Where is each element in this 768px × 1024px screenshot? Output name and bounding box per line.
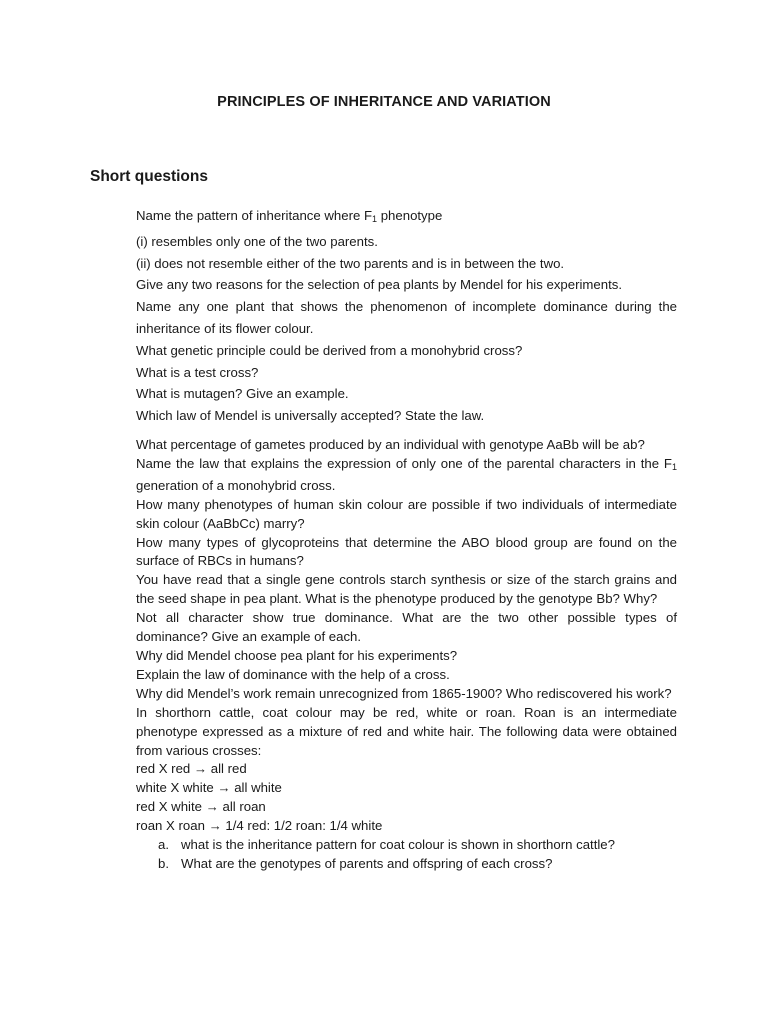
question-text: What is mutagen? Give an example. <box>136 386 349 402</box>
question-text: What genetic principle could be derived from a monohybrid cross? <box>136 342 523 358</box>
section-heading: Short questions <box>90 168 208 185</box>
subscript: 1 <box>372 214 378 224</box>
question-text: Name the pattern of inheritance where $F_1$ phenotype <box>136 208 443 224</box>
question-text: Why did Mendel choose pea plant for his experiments? <box>136 647 458 663</box>
cross-line: red X white → all roan <box>136 799 266 815</box>
question-group-1 <box>136 205 677 427</box>
cross-line: white X white → all white <box>136 780 282 796</box>
cross-line: red X red → all red <box>136 761 247 777</box>
question-text: Not all character show true dominance. What are the two other possible types of dominance? Give an example of each. <box>136 610 677 645</box>
question-text: (ii) does not resemble either of the two parents and is in between the two. <box>136 255 565 271</box>
question-text: How many types of glycoproteins that determine the ABO blood group are found on the surface of RBCs in humans? <box>136 534 677 569</box>
question-text: In shorthorn cattle, coat colour may be red, white or roan. Roan is an intermediate phenotype expressed as a mixture of red and white hair. The following data were obtained from various crosses: <box>136 704 677 758</box>
cross-line: roan X roan → 1/4 red: 1/2 roan: 1/4 white <box>136 818 383 834</box>
list-marker: a. <box>158 837 169 853</box>
page-title: PRINCIPLES OF INHERITANCE AND VARIATION <box>217 94 551 110</box>
question-text: You have read that a single gene controls starch synthesis or size of the starch grains and the seed shape in pea plant. What is the phenotype produced by the genotype Bb? Why? <box>136 572 677 607</box>
question-group-2 <box>136 436 677 874</box>
question-text: Name any one plant that shows the phenomenon of incomplete dominance during the inheritance of its flower colour. <box>136 299 677 336</box>
question-text: Explain the law of dominance with the help of a cross. <box>136 666 450 682</box>
question-text: What percentage of gametes produced by an individual with genotype AaBb will be ab? <box>136 437 645 452</box>
question-text: (i) resembles only one of the two parents. <box>136 233 378 249</box>
question-text: What is a test cross? <box>136 364 259 380</box>
question-text: Give any two reasons for the selection of pea plants by Mendel for his experiments. <box>136 277 622 293</box>
subscript: 1 <box>671 461 677 472</box>
list-item: b. What are the genotypes of parents and offspring of each cross? <box>136 855 677 874</box>
list-item: a. what is the inheritance pattern for coat colour is shown in shorthorn cattle? <box>136 836 677 855</box>
question-text: Which law of Mendel is universally accepted? State the law. <box>136 408 485 424</box>
question-text: How many phenotypes of human skin colour are possible if two individuals of intermediate skin colour (AaBbCc) marry? <box>136 496 677 531</box>
list-marker: b. <box>158 855 169 871</box>
question-text: Why did Mendel’s work remain unrecognized from 1865-1900? Who rediscovered his work? <box>136 685 672 701</box>
sub-question-list <box>136 836 677 874</box>
question-text: Name the law that explains the expression of only one of the parental characters in the $F_1$ generation of a monohybrid cross. <box>136 455 677 493</box>
